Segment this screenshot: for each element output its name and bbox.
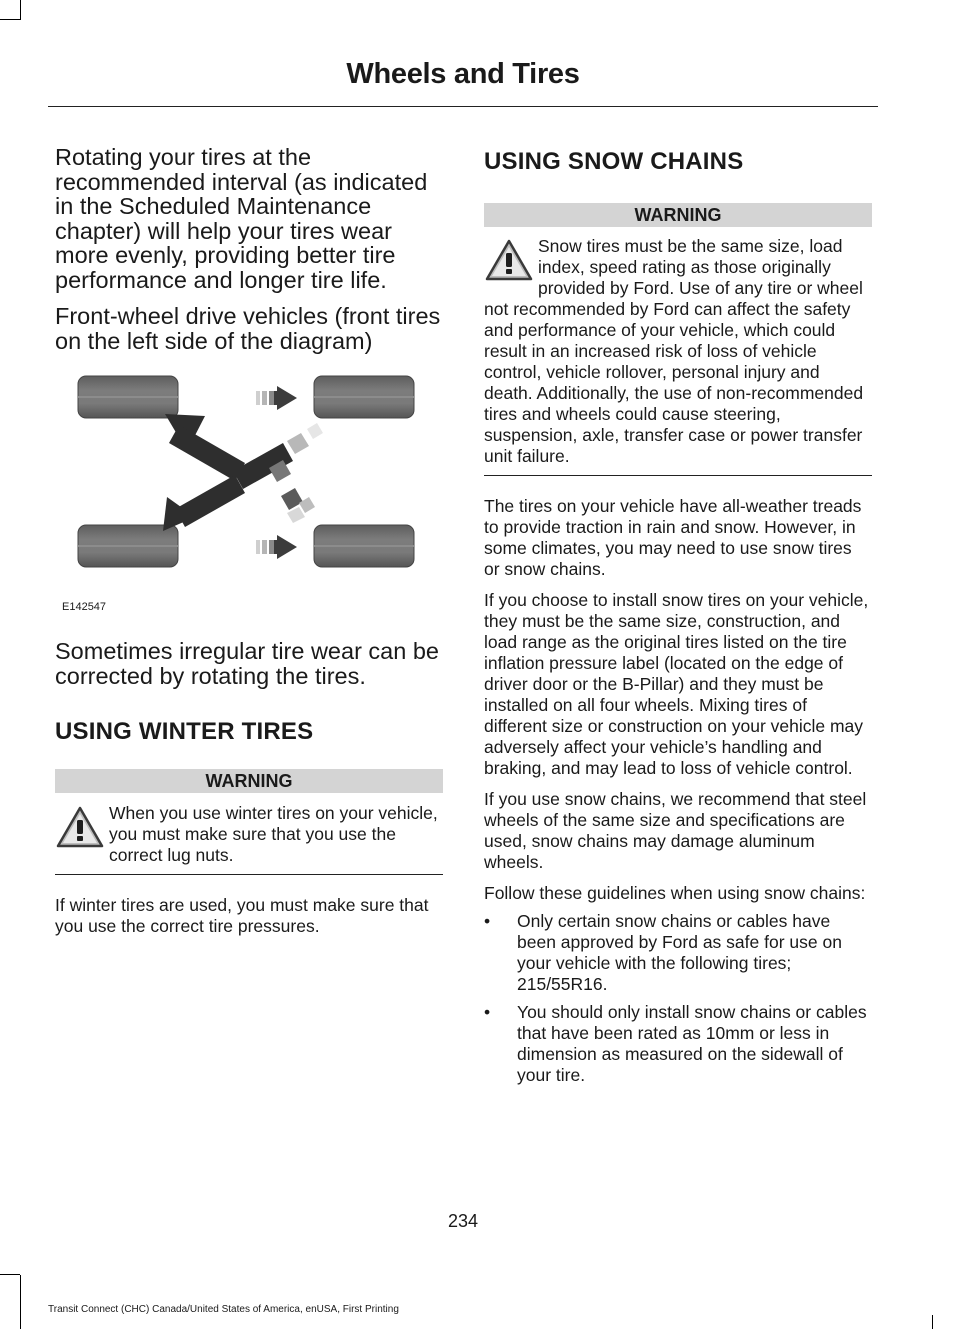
bullet-icon: • bbox=[484, 1002, 491, 1022]
guidelines-intro: Follow these guidelines when using snow chains: bbox=[484, 883, 866, 903]
list-item bbox=[484, 1002, 872, 1086]
tire-rear-right-icon bbox=[314, 525, 414, 567]
tire-rear-left-icon bbox=[314, 376, 414, 418]
warning-label: WARNING bbox=[55, 769, 443, 793]
winter-pressure-note: If winter tires are used, you must make sure that you use the correct tire pressures. bbox=[55, 895, 429, 936]
rotation-intro: Rotating your tires at the recommended interval (as indicated in the Scheduled Maintenance chapter) will help your tires wear more evenly, providing better tire performance and longer tire life. bbox=[55, 144, 428, 293]
snow-tires-requirements: If you choose to install snow tires on your vehicle, they must be the same size, construction, and load range as the original tires listed on the tire inflation pressure label (located on the edge of driver door or the B-Pillar) and they must be installed on all four wheels. Mixing tires of different size or construction on your vehicle may adversely affect your vehicle’s handling and braking, and may lead to loss of vehicle control. bbox=[484, 590, 869, 778]
list-item bbox=[484, 911, 872, 995]
edition-footer: Transit Connect (CHC) Canada/United States of America, enUSA, First Printing bbox=[48, 1304, 399, 1315]
winter-warning bbox=[55, 803, 443, 875]
crop-mark bbox=[932, 1315, 933, 1329]
diagram-caption: Front-wheel drive vehicles (front tires on the left side of the diagram) bbox=[55, 303, 441, 354]
tire-front-left-icon bbox=[78, 376, 178, 418]
page-number: 234 bbox=[447, 1211, 479, 1231]
snow-warning-text: Snow tires must be the same size, load index, speed rating as those originally provided by Ford. Use of any tire or wheel not recommended by Ford can affect the safety and performance of your vehicle, which could result in an increased risk of loss of vehicle control, vehicle rollover, personal injury and death. Additionally, the use of non-recommended tires and wheels could cause steering, suspension, axle, transfer case or power transfer unit failure. bbox=[484, 236, 864, 466]
page-title: Wheels and Tires bbox=[346, 58, 580, 90]
crop-mark bbox=[0, 1274, 20, 1275]
crop-mark bbox=[0, 19, 20, 20]
warning-triangle-icon bbox=[55, 805, 105, 849]
warning-divider bbox=[484, 475, 872, 476]
snow-chains-recommendation: If you use snow chains, we recommend that steel wheels of the same size and specifications are used, snow chains may damage aluminum wheels. bbox=[484, 789, 867, 872]
left-column bbox=[55, 145, 443, 947]
tire-rotation-diagram bbox=[55, 371, 443, 631]
right-column bbox=[484, 145, 872, 1093]
warning-divider bbox=[55, 874, 443, 875]
crop-mark bbox=[20, 1275, 21, 1329]
snow-chains-heading: USING SNOW CHAINS bbox=[484, 148, 744, 175]
snow-warning bbox=[484, 236, 872, 476]
winter-tires-heading: USING WINTER TIRES bbox=[55, 718, 314, 745]
warning-label: WARNING bbox=[484, 203, 872, 227]
list-item-text: Only certain snow chains or cables have been approved by Ford as safe for use on your vehicle with the following tires; 215/55R16. bbox=[517, 911, 842, 994]
tire-front-right-icon bbox=[78, 525, 178, 567]
title-divider bbox=[48, 106, 878, 107]
snow-chain-guidelines bbox=[484, 911, 872, 1086]
arrow-right-icon bbox=[256, 535, 297, 559]
crop-mark bbox=[20, 0, 21, 20]
figure-id: E142547 bbox=[62, 601, 107, 613]
arrow-diagonal-up-left-icon bbox=[165, 414, 323, 489]
list-item-text: You should only install snow chains or cables that have been rated as 10mm or less in dimension as measured on the sidewall of your tire. bbox=[517, 1002, 867, 1085]
winter-warning-text: When you use winter tires on your vehicle, you must make sure that you use the correct lug nuts. bbox=[109, 803, 438, 865]
tire-rotation-illustration bbox=[55, 371, 443, 631]
warning-triangle-icon bbox=[484, 238, 534, 282]
irregular-wear-note: Sometimes irregular tire wear can be corrected by rotating the tires. bbox=[55, 638, 439, 689]
all-weather-note: The tires on your vehicle have all-weather treads to provide traction in rain and snow. However, in some climates, you may need to use snow tires or snow chains. bbox=[484, 496, 862, 579]
bullet-icon: • bbox=[484, 911, 491, 931]
arrow-right-icon bbox=[256, 386, 297, 410]
